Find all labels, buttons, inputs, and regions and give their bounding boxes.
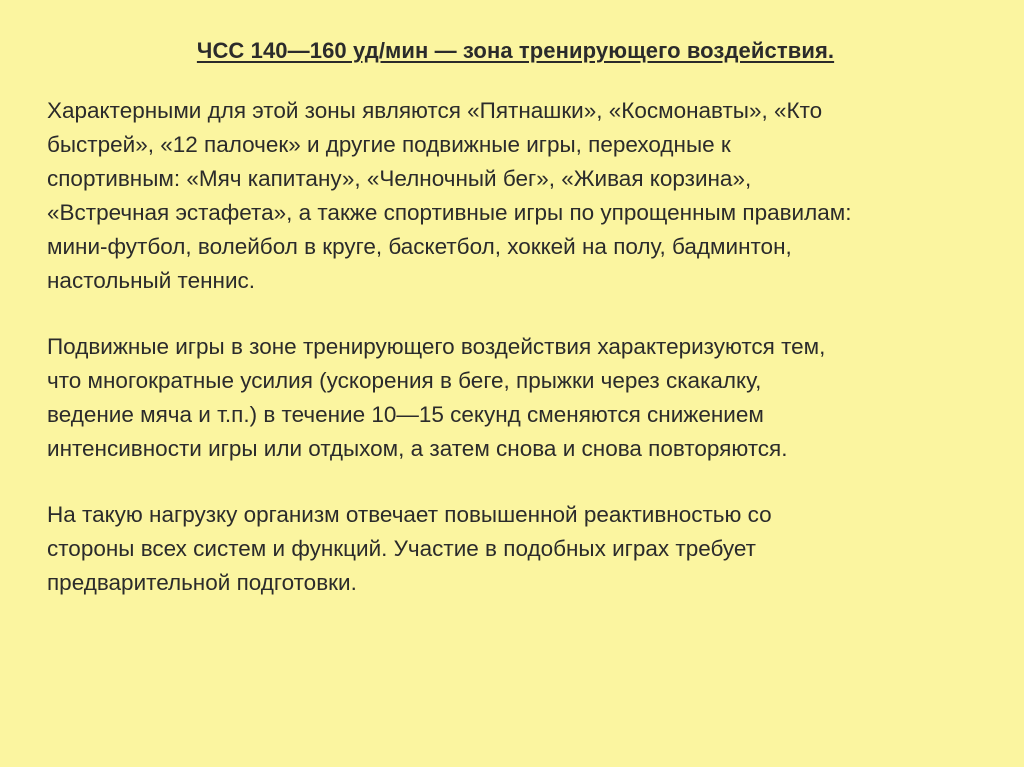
paragraph-body-response: На такую нагрузку организм отвечает повышенной реактивностью со стороны всех систем и функций. Участие в подобных играх требует предварительной подготовки. — [47, 502, 772, 595]
slide-title: ЧСС 140—160 уд/мин — зона тренирующего воздействия. — [196, 38, 835, 63]
paragraph-game-characteristics: Подвижные игры в зоне тренирующего воздействия характеризуются тем, что многократные усилия (ускорения в беге, прыжки через скакалку, ведение мяча и т.п.) в течение 10—15 секунд сменяются снижением интенсивности игры или отдыхом, а затем снова и снова повторяются. — [47, 334, 826, 461]
paragraph-game-examples: Характерными для этой зоны являются «Пятнашки», «Космонавты», «Кто быстрей», «12 палочек» и другие подвижные игры, переходные к спортивным: «Мяч капитану», «Челночный бег», «Живая корзина», «Встречная эстафета», а также спортивные игры по упрощенным правилам: мини-футбол, волейбол в круге, баскетбол, хоккей на полу, бадминтон, настольный теннис. — [47, 98, 852, 293]
